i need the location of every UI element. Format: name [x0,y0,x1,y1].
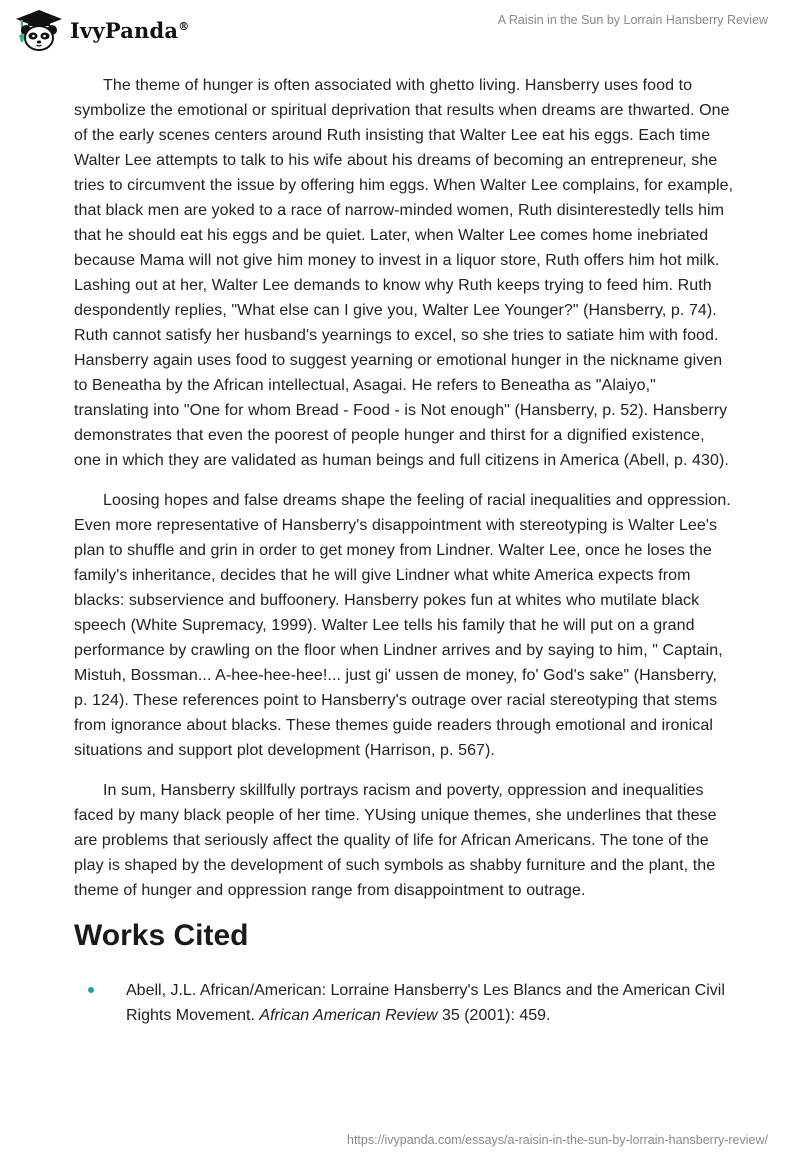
citation-text: Abell, J.L. African/American: Lorraine Hansberry's Les Blancs and the American Civil Rights Movement. [126,982,725,1024]
paragraph: The theme of hunger is often associated with ghetto living. Hansberry uses food to symbolize the emotional or spiritual deprivation that results when dreams are thwarted. One of the early scenes centers around Ruth insisting that Walter Lee eat his eggs. Each time Walter Lee attempts to talk to his wife about his dreams of becoming an entrepreneur, she tries to circumvent the issue by offering him eggs. When Walter Lee complains, for example, that black men are yoked to a race of narrow-minded women, Ruth disinterestedly tells him that he should eat his eggs and be quiet. Later, when Walter Lee comes home inebriated because Mama will not give him money to invest in a liquor store, Ruth offers him hot milk. Lashing out at her, Walter Lee demands to know why Ruth keeps trying to feed him. Ruth despondently replies, "What else can I give you, Walter Lee Younger?" (Hansberry, p. 74). Ruth cannot satisfy her husband's yearnings to excel, so she tries to satiate him with food. Hansberry again uses food to suggest yearning or emotional hunger in the nickname given to Beneatha by the African intellectual, Asagai. He refers to Beneatha as "Alaiyo," translating into "One for whom Bread - Food - is Not enough" (Hansberry, p. 52). Hansberry demonstrates that even the poorest of people hunger and thirst for a dignified existence, one in which they are validated as human beings and full citizens in America (Abell, p. 430). [74,77,734,469]
logo-wordmark [70,18,189,43]
citation-journal: African American Review [259,1007,438,1024]
paragraph: In sum, Hansberry skillfully portrays racism and poverty, oppression and inequalities faced by many black people of her time. YUsing unique themes, she underlines that these are problems that seriously affect the quality of life for African Americans. The tone of the play is shaped by the development of such symbols as shabby furniture and the plant, the theme of hunger and oppression range from disappointment to outrage. [74,782,717,899]
works-cited-list [74,978,734,1028]
essay-body [74,73,734,1028]
bullet-icon [88,987,94,993]
ivypanda-logo[interactable] [14,8,189,52]
logo-name: IvyPanda [70,17,179,43]
page-header [0,0,800,64]
registered-mark: ® [178,19,190,33]
source-url[interactable]: https://ivypanda.com/essays/a-raisin-in-the-sun-by-lorrain-hansberry-review/ [347,1133,768,1147]
citation-item [74,978,734,1028]
citation-tail: 35 (2001): 459. [437,1007,551,1024]
document-title: A Raisin in the Sun by Lorrain Hansberry Review [497,13,768,27]
panda-graduate-icon [14,8,64,52]
paragraph: Loosing hopes and false dreams shape the feeling of racial inequalities and oppression. Even more representative of Hansberry's disappointment with stereotyping is Walter Lee's plan to shuffle and grin in order to get money from Lindner. Walter Lee, once he loses the family's inheritance, decides that he will give Lindner what white America expects from blacks: subservience and buffoonery. Hansberry pokes fun at whites who mutilate black speech (White Supremacy, 1999). Walter Lee tells his family that he will put on a grand performance by crawling on the floor when Lindner arrives and by saying to him, " Captain, Mistuh, Bossman... A-hee-hee-hee!... just gi' ussen de money, fo' God's sake" (Hansberry, p. 124). These references point to Hansberry's outrage over racial stereotyping that stems from ignorance about blacks. These themes guide readers through emotional and ironical situations and support plot development (Harrison, p. 567). [74,492,731,759]
works-cited-heading: Works Cited [74,919,249,952]
